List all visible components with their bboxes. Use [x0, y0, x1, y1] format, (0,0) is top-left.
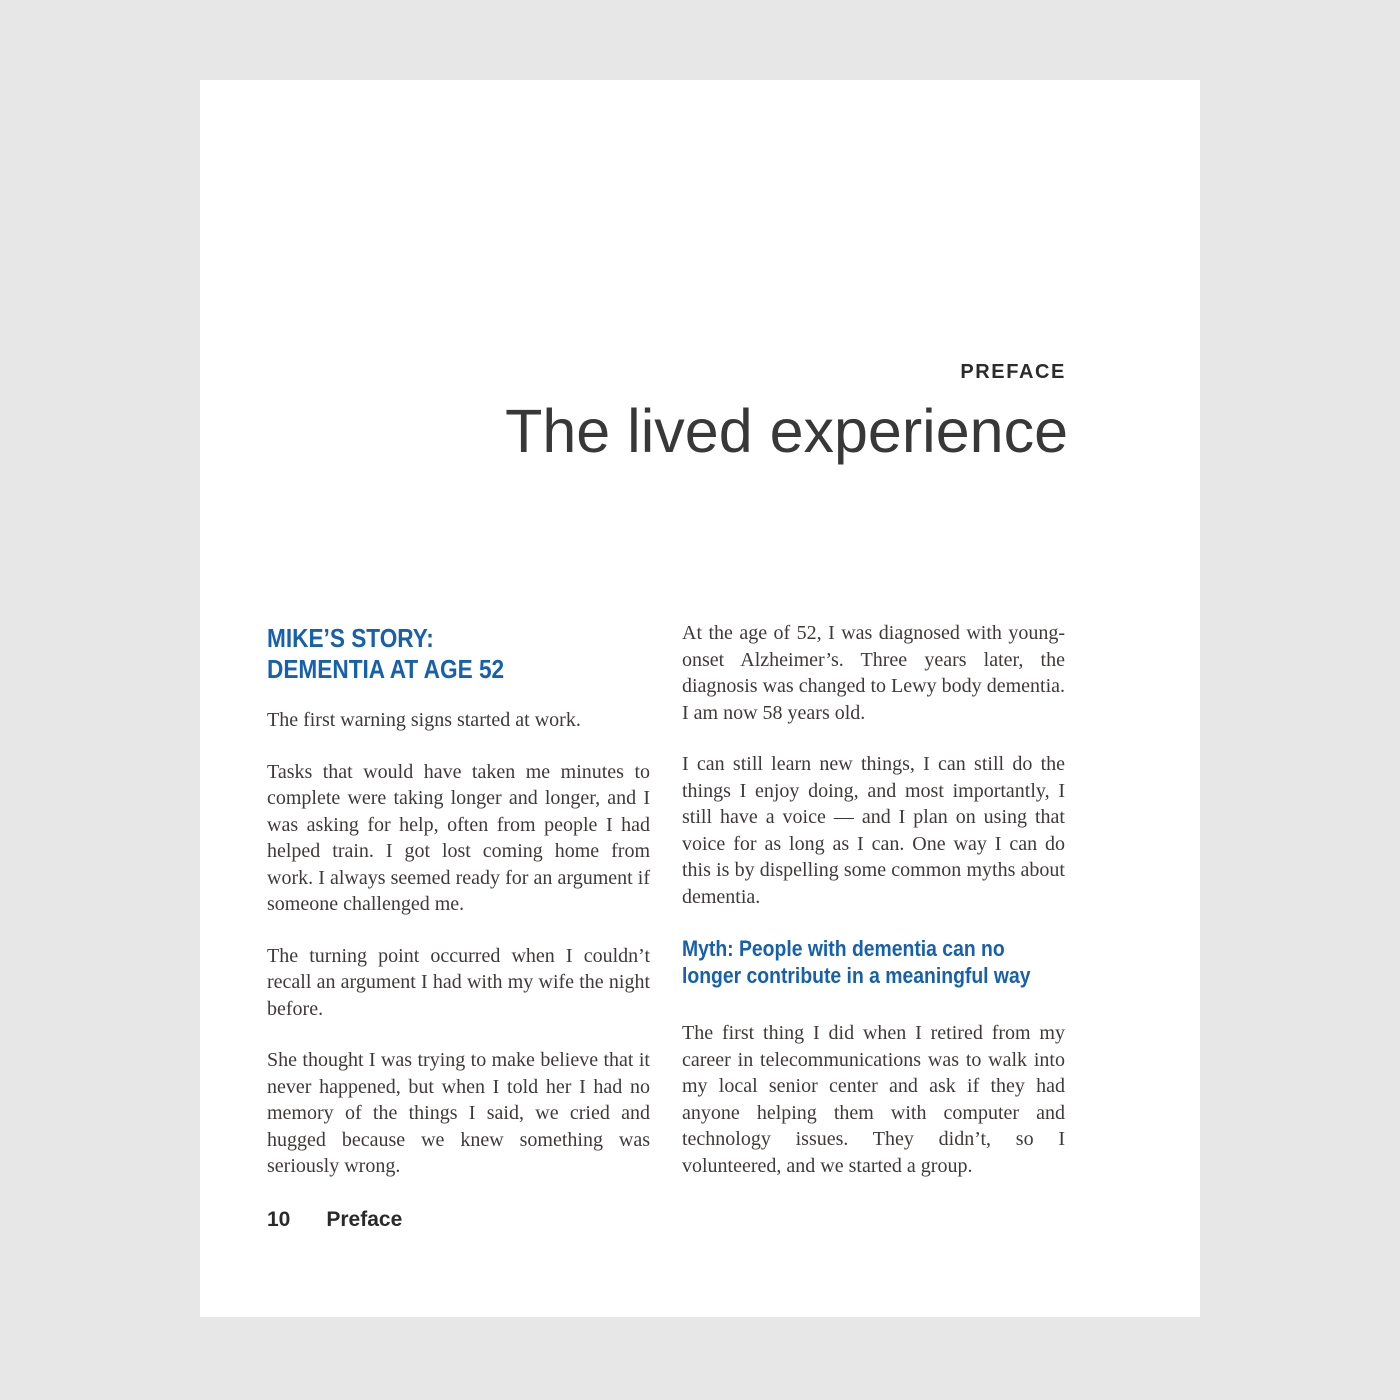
body-paragraph: The turning point occurred when I couldn’t recall an argument I had with my wife the night before.: [267, 944, 650, 1020]
myth-heading-line-1: Myth: People with dementia can no: [682, 936, 1005, 961]
body-paragraph: The first thing I did when I retired from my career in telecommunications was to walk into my local senior center and ask if they had anyone helping them with computer and technology issues. They didn’t, so I volunteered, and we started a group.: [682, 1022, 1065, 1177]
footer-section-label: Preface: [326, 1208, 403, 1231]
left-column: [267, 620, 650, 1180]
body-paragraph: I can still learn new things, I can still do the things I enjoy doing, and most importantly, I still have a voice — and I plan on using that voice for as long as I can. One way I can do this is by dispelling some common myths about dementia.: [682, 753, 1065, 908]
body-paragraph: The first warning signs started at work.: [267, 709, 581, 731]
right-column: [682, 620, 1065, 1180]
myth-heading-line-2: longer contribute in a meaningful way: [682, 963, 1031, 988]
preface-kicker: PREFACE: [960, 361, 1066, 383]
body-paragraph: She thought I was trying to make believe that it never happened, but when I told her I had no memory of the things I said, we cried and hugged because we knew something was seriously wrong.: [267, 1049, 650, 1177]
story-heading: [267, 623, 600, 685]
page-number: 10: [267, 1208, 291, 1231]
myth-heading: [682, 935, 1031, 989]
page-footer: [267, 1208, 402, 1232]
body-paragraph: At the age of 52, I was diagnosed with young-onset Alzheimer’s. Three years later, the diagnosis was changed to Lewy body dementia. I am now 58 years old.: [682, 622, 1065, 724]
story-heading-line-1: MIKE’S STORY:: [267, 623, 434, 653]
page-title: The lived experience: [505, 397, 1068, 465]
story-heading-line-2: DEMENTIA AT AGE 52: [267, 654, 505, 684]
book-page: [200, 80, 1200, 1317]
two-column-layout: [267, 620, 1065, 1180]
body-paragraph: Tasks that would have taken me minutes to complete were taking longer and longer, and I was asking for help, often from people I had helped train. I got lost coming home from work. I always seemed ready for an argument if someone challenged me.: [267, 760, 650, 915]
